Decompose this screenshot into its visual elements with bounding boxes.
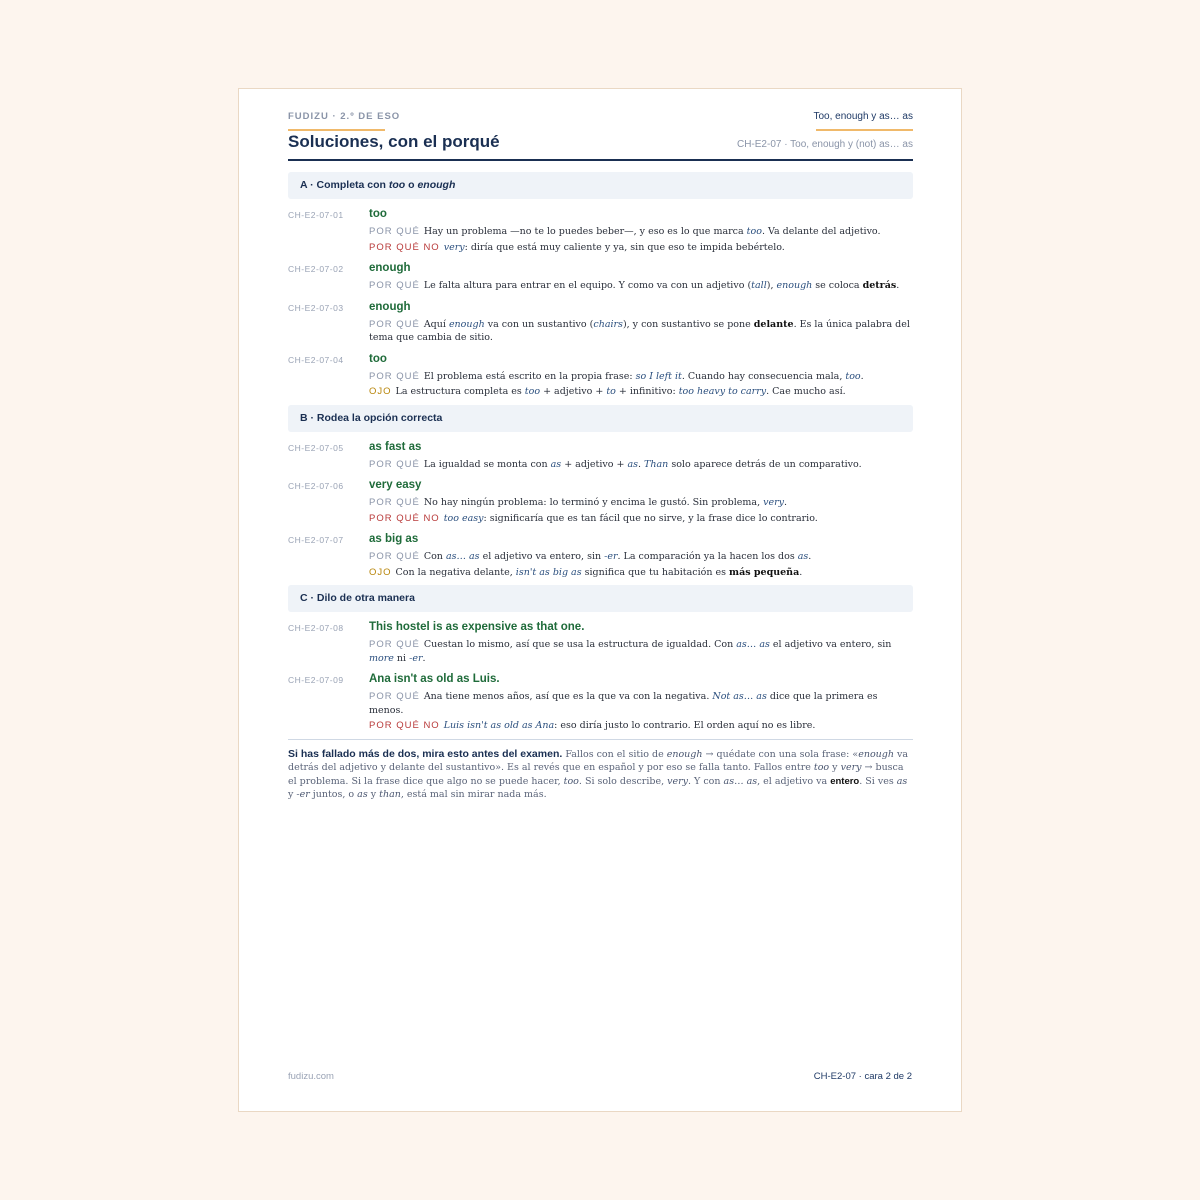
- answer-text: enough: [369, 262, 411, 274]
- explanation-text: Aquí enough va con un sustantivo (chairs), y con sustantivo se pone delante. Es la única palabra del tema que cambia de sitio.: [369, 318, 910, 343]
- section-header: C · Dilo de otra manera: [288, 585, 913, 612]
- note-body: Fallos con el sitio de enough → quédate con una sola frase: «enough va detrás del adjetivo y delante del sustantivo». Es al revés que en español y por eso se falla tanto. Fallos entre too y very → busca el problema. Si la frase dice que algo no se puede hacer, too. Si solo describe, very. Y con as… as, el adjetivo va entero. Si ves as y -er juntos, o as y than, está mal sin mirar nada más.: [288, 748, 909, 800]
- solution-item: [288, 260, 913, 293]
- explanation-line: [369, 370, 913, 384]
- explanation-tag: POR QUÉ: [369, 458, 420, 470]
- review-note: [288, 748, 913, 802]
- brand-label: FUDIZU · 2.º DE ESO: [288, 111, 401, 122]
- section-header: A · Completa con too o enough: [288, 172, 913, 199]
- explanation-text: La estructura completa es too + adjetivo + to + infinitivo: too heavy to carry. Cae mucho así.: [395, 386, 846, 397]
- solutions-content: [288, 172, 913, 802]
- explanation-text: Con as… as el adjetivo va entero, sin -er. La comparación ya la hacen los dos as.: [423, 551, 812, 562]
- explanation-tag: POR QUÉ: [369, 370, 420, 382]
- explanation-line: [369, 690, 913, 717]
- explanation-line: [369, 385, 913, 399]
- page-header: [288, 89, 913, 151]
- brand-underline: [288, 129, 385, 131]
- explanation-line: [369, 512, 913, 526]
- item-code: CH-E2-07-08: [288, 623, 344, 633]
- footer-site: fudizu.com: [288, 1071, 334, 1082]
- solution-item: [288, 531, 913, 579]
- explanation-tag: POR QUÉ NO: [369, 241, 440, 253]
- explanation-tag: POR QUÉ: [369, 280, 420, 291]
- explanation-text: Cuestan lo mismo, así que se usa la estructura de igualdad. Con as… as el adjetivo va entero, sin more ni -er.: [369, 639, 892, 664]
- explanation-tag: POR QUÉ: [369, 497, 420, 508]
- explanation-text: Con la negativa delante, isn't as big as significa que tu habitación es más pequeña.: [395, 566, 803, 578]
- answer-text: too: [369, 208, 387, 220]
- page-title: Soluciones, con el porqué: [288, 132, 500, 151]
- footer-page-code: CH-E2-07 · cara 2 de 2: [813, 1071, 912, 1082]
- explanation-tag: OJO: [369, 386, 392, 397]
- explanation-line: [369, 566, 913, 580]
- section-header: B · Rodea la opción correcta: [288, 405, 913, 432]
- solution-item: [288, 477, 913, 525]
- explanation-text: Luis isn't as old as Ana: eso diría justo lo contrario. El orden aquí no es libre.: [443, 720, 816, 731]
- explanation-text: No hay ningún problema: lo terminó y encima le gustó. Sin problema, very.: [423, 497, 788, 508]
- explanation-line: [369, 496, 913, 510]
- solution-item: [288, 351, 913, 399]
- section-keyword: enough: [417, 179, 456, 191]
- solution-item: [288, 439, 913, 472]
- item-code: CH-E2-07-09: [288, 675, 344, 685]
- item-code: CH-E2-07-05: [288, 442, 344, 453]
- solution-item: [288, 619, 913, 665]
- worksheet-page: [238, 88, 962, 1112]
- explanation-line: [369, 638, 913, 665]
- explanation-tag: POR QUÉ NO: [369, 512, 440, 524]
- worksheet-code: CH-E2-07 · Too, enough y (not) as… as: [736, 139, 913, 150]
- answer-text: Ana isn't as old as Luis.: [369, 673, 500, 685]
- explanation-tag: POR QUÉ: [369, 226, 420, 237]
- item-code: CH-E2-07-01: [288, 210, 344, 220]
- solution-item: [288, 299, 913, 345]
- explanation-line: [369, 458, 913, 472]
- answer-text: enough: [369, 300, 411, 313]
- topic-label: Too, enough y as… as: [813, 111, 913, 122]
- answer-text: as big as: [369, 533, 419, 545]
- explanation-text: Hay un problema —no te lo puedes beber—, y eso es lo que marca too. Va delante del adjetivo.: [423, 226, 881, 237]
- explanation-tag: POR QUÉ NO: [369, 720, 440, 731]
- explanation-line: [369, 225, 913, 239]
- item-code: CH-E2-07-06: [288, 481, 344, 491]
- answer-text: very easy: [369, 479, 422, 491]
- explanation-text: Ana tiene menos años, así que es la que va con la negativa. Not as… as dice que la primera es menos.: [369, 691, 878, 716]
- solution-item: [288, 671, 913, 733]
- explanation-line: [369, 550, 913, 564]
- topic-underline: [816, 129, 913, 131]
- explanation-line: [369, 241, 913, 255]
- explanation-tag: OJO: [369, 566, 392, 578]
- explanation-tag: POR QUÉ: [369, 691, 420, 702]
- explanation-text: too easy: significaría que es tan fácil que no sirve, y la frase dice lo contrario.: [443, 512, 818, 524]
- note-lead: Si has fallado más de dos, mira esto antes del examen.: [288, 747, 563, 760]
- page-inner: [288, 89, 913, 800]
- note-rule: [288, 739, 913, 740]
- explanation-text: El problema está escrito en la propia frase: so I left it. Cuando hay consecuencia mala, too.: [423, 370, 864, 382]
- answer-text: This hostel is as expensive as that one.: [369, 621, 585, 633]
- explanation-line: [369, 279, 913, 293]
- explanation-tag: POR QUÉ: [369, 551, 420, 562]
- explanation-tag: POR QUÉ: [369, 639, 420, 650]
- item-code: CH-E2-07-04: [288, 354, 344, 365]
- explanation-line: [369, 318, 913, 345]
- item-code: CH-E2-07-02: [288, 264, 344, 274]
- answer-text: as fast as: [369, 440, 422, 453]
- answer-text: too: [369, 352, 387, 365]
- item-code: CH-E2-07-03: [288, 302, 344, 313]
- explanation-text: La igualdad se monta con as + adjetivo + as. Than solo aparece detrás de un comparativo.: [423, 458, 862, 470]
- explanation-text: Le falta altura para entrar en el equipo. Y como va con un adjetivo (tall), enough se coloca detrás.: [423, 280, 900, 291]
- title-rule: [288, 159, 913, 161]
- explanation-line: [369, 719, 913, 733]
- explanation-tag: POR QUÉ: [369, 318, 420, 330]
- section-keyword: too: [388, 179, 406, 191]
- explanation-text: very: diría que está muy caliente y ya, sin que eso te impida bebértelo.: [443, 241, 785, 253]
- item-code: CH-E2-07-07: [288, 535, 344, 545]
- solution-item: [288, 206, 913, 254]
